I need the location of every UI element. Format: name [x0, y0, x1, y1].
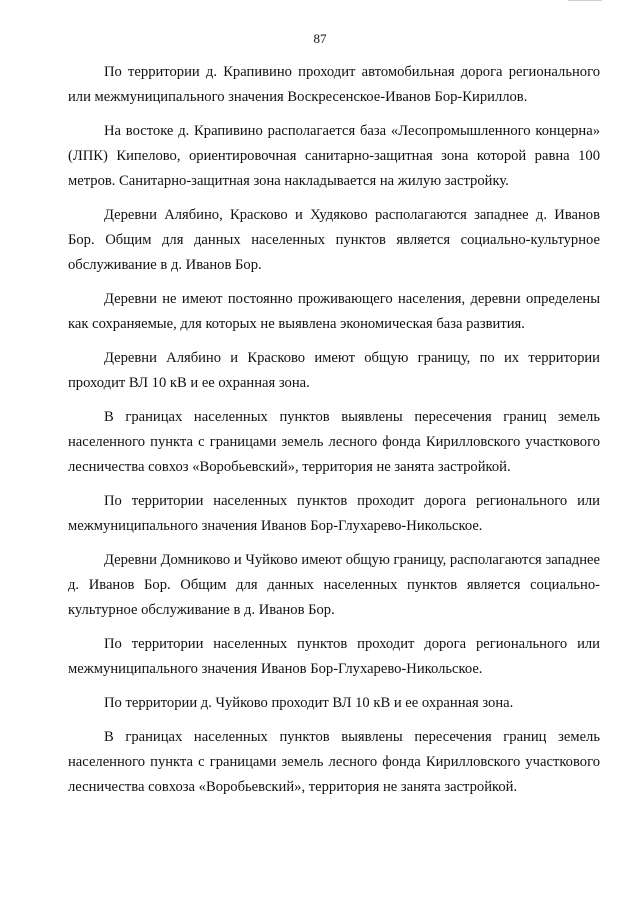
paragraph-regional-road-1: По территории населенных пунктов проходит дорога регионального или межмуниципального значения Иванов Бор-Глухарево-Никольское.: [68, 493, 600, 534]
paragraph-lpk-base: На востоке д. Крапивино располагается база «Лесопромышленного концерна» (ЛПК) Кипелово, ориентировочная санитарно-защитная зона которой равна 100 метров. Санитарно-защитная зона накладывается на жилую застройку.: [68, 123, 600, 189]
paragraph-alyabino-villages: Деревни Алябино, Красково и Худяково располагаются западнее д. Иванов Бор. Общим для данных населенных пунктов является социально-культурное обслуживание в д. Иванов Бор.: [68, 207, 600, 273]
paragraph-chuikovo-power-line: По территории д. Чуйково проходит ВЛ 10 кВ и ее охранная зона.: [104, 695, 514, 711]
paragraph-forest-boundary-2: В границах населенных пунктов выявлены пересечения границ земель населенного пункта с границами земель лесного фонда Кирилловского участкового лесничества совхоза «Воробьевский», территория не занята застройкой.: [68, 729, 600, 795]
scan-edge-mark: [568, 0, 602, 4]
paragraph-krapivino-road: По территории д. Крапивино проходит автомобильная дорога регионального или межмуниципального значения Воскресенское-Иванов Бор-Кириллов.: [68, 64, 600, 105]
paragraph-alyabino-power-line: Деревни Алябино и Красково имеют общую границу, по их территории проходит ВЛ 10 кВ и ее охранная зона.: [68, 350, 600, 391]
page-number: 87: [313, 31, 327, 46]
paragraph-domnikovo-villages: Деревни Домниково и Чуйково имеют общую границу, располагаются западнее д. Иванов Бор. Общим для данных населенных пунктов является социально-культурное обслуживание в д. Иванов Бор.: [68, 552, 600, 618]
paragraph-no-population: Деревни не имеют постоянно проживающего населения, деревни определены как сохраняемые, для которых не выявлена экономическая база развития.: [68, 291, 600, 332]
paragraph-regional-road-2: По территории населенных пунктов проходит дорога регионального или межмуниципального значения Иванов Бор-Глухарево-Никольское.: [68, 636, 600, 677]
document-body: [68, 60, 600, 809]
paragraph-forest-boundary-1: В границах населенных пунктов выявлены пересечения границ земель населенного пункта с границами земель лесного фонда Кирилловского участкового лесничества совхоз «Воробьевский», территория не занята застройкой.: [68, 409, 600, 475]
